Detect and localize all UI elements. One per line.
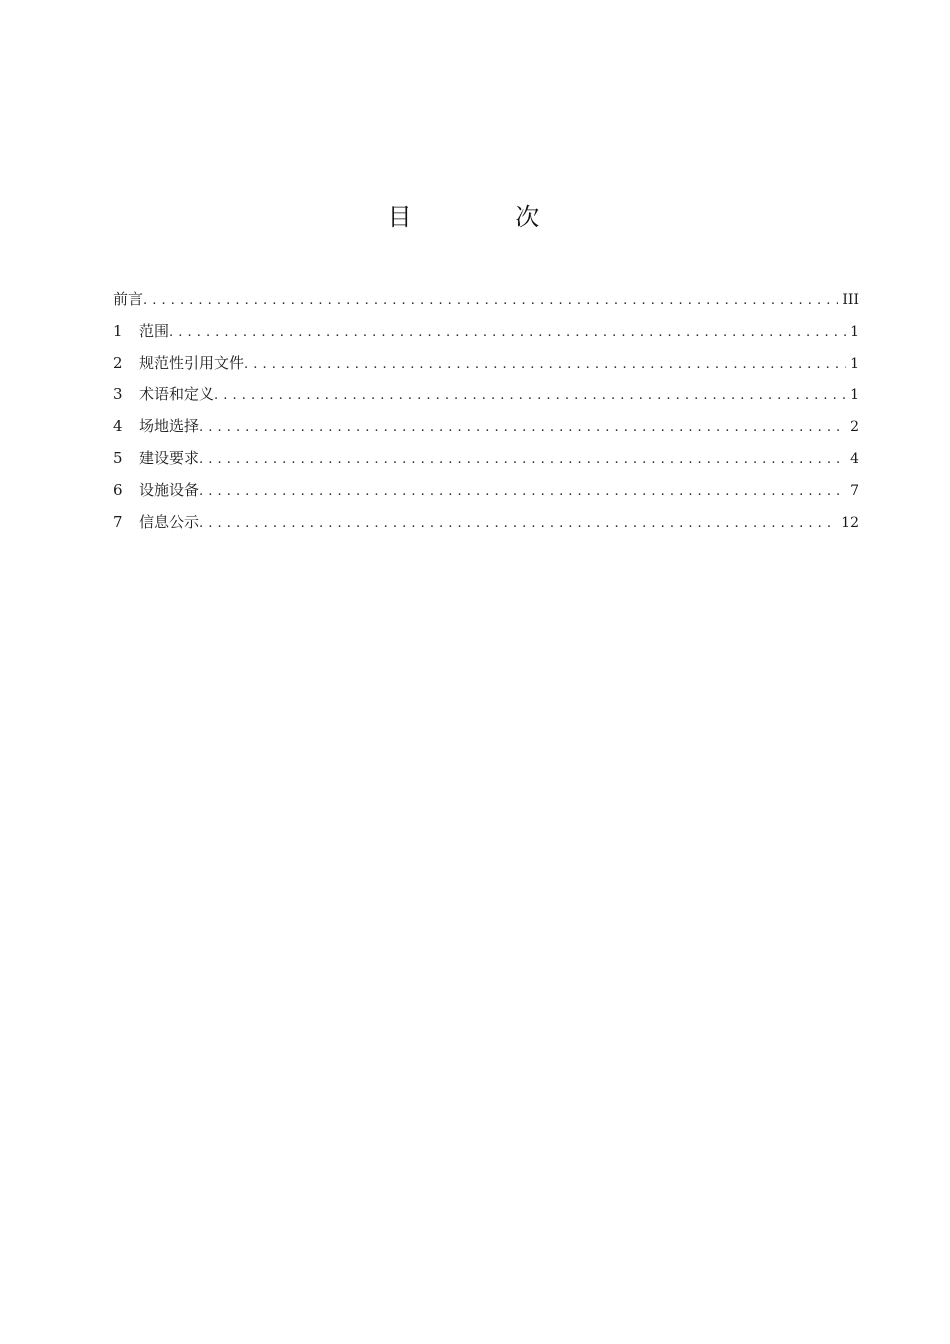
toc-entry-label: 规范性引用文件 [139,353,245,372]
toc-entry-label: 场地选择 [139,417,200,436]
toc-entry-number: 4 [113,417,123,436]
toc-entry-information-disclosure[interactable] [113,509,859,541]
toc-entry-terms-definitions[interactable] [113,381,859,413]
toc-title: 目 次 [387,203,588,231]
toc-entry-label: 建设要求 [139,448,200,467]
toc-entry-number: 1 [113,321,123,340]
toc-entry-label: 前言 [113,290,144,308]
toc-entry-facilities-equipment[interactable] [113,477,859,509]
toc-entry-number: 2 [113,353,123,372]
table-of-contents [113,286,859,540]
toc-entry-site-selection[interactable] [113,413,859,445]
toc-entry-label: 范围 [139,321,170,340]
toc-entry-page: III [842,292,859,308]
toc-entry-label: 设施设备 [139,480,200,499]
toc-entry-page: 12 [841,514,859,531]
toc-dot-leader [199,511,837,537]
toc-entry-page: 4 [850,450,859,467]
toc-dot-leader [169,320,846,346]
toc-entry-label: 信息公示 [139,512,200,531]
toc-entry-construction-requirements[interactable] [113,445,859,477]
toc-entry-number: 6 [113,480,123,499]
toc-entry-page: 1 [850,355,859,372]
toc-dot-leader [199,415,846,441]
toc-entry-number: 7 [113,512,123,531]
toc-dot-leader [143,288,838,314]
toc-entry-page: 1 [850,323,859,340]
toc-entry-foreword[interactable] [113,286,859,318]
toc-entry-page: 2 [850,419,859,436]
toc-entry-scope[interactable] [113,318,859,350]
toc-entry-number: 3 [113,385,123,404]
toc-entry-page: 7 [850,482,859,499]
toc-entry-page: 1 [850,387,859,404]
toc-entry-normative-references[interactable] [113,350,859,382]
toc-entry-number: 5 [113,448,123,467]
toc-dot-leader [244,352,846,378]
toc-dot-leader [214,383,846,409]
toc-dot-leader [199,447,846,473]
toc-dot-leader [199,479,846,505]
toc-entry-label: 术语和定义 [139,385,215,404]
